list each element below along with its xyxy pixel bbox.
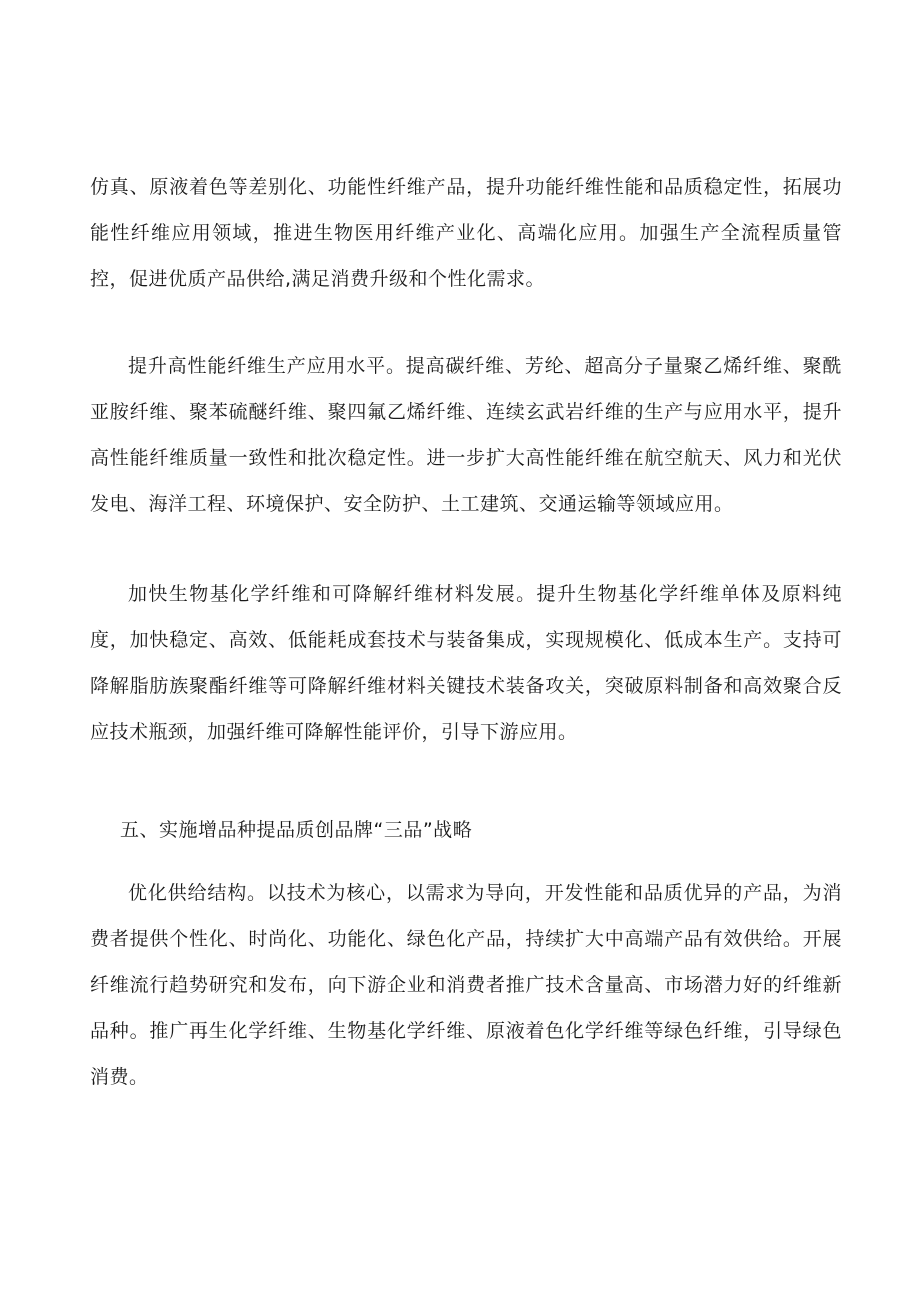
paragraph-high-performance-fibers: 提升高性能纤维生产应用水平。提高碳纤维、芳纶、超高分子量聚乙烯纤维、聚酰亚胺纤维、聚苯硫醚纤维、聚四氟乙烯纤维、连续玄武岩纤维的生产与应用水平，提升高性能纤维质量一致性和批次稳定性。进一步扩大高性能纤维在航空航天、风力和光伏发电、海洋工程、环境保护、安全防护、土工建筑、交通运输等领域应用。 (90, 355, 842, 515)
paragraph-differentiated-fibers: 仿真、原液着色等差别化、功能性纤维产品，提升功能纤维性能和品质稳定性，拓展功能性纤维应用领域，推进生物医用纤维产业化、高端化应用。加强生产全流程质量管控，促进优质产品供给,满足消费升级和个性化需求。 (90, 176, 842, 290)
section-heading: 五、实施增品种提品质创品牌“三品”战略 (120, 819, 473, 841)
paragraph-bio-based-fibers: 加快生物基化学纤维和可降解纤维材料发展。提升生物基化学纤维单体及原料纯度，加快稳定、高效、低能耗成套技术与装备集成，实现规模化、低成本生产。支持可降解脂肪族聚酯纤维等可降解纤维材料关键技术装备攻关，突破原料制备和高效聚合反应技术瓶颈，加强纤维可降解性能评价，引导下游应用。 (90, 583, 842, 743)
paragraph-optimize-supply: 优化供给结构。以技术为核心，以需求为导向，开发性能和品质优异的产品，为消费者提供个性化、时尚化、功能化、绿色化产品，持续扩大中高端产品有效供给。开展纤维流行趋势研究和发布，向下游企业和消费者推广技术含量高、市场潜力好的纤维新品种。推广再生化学纤维、生物基化学纤维、原液着色化学纤维等绿色纤维，引导绿色消费。 (90, 882, 842, 1088)
